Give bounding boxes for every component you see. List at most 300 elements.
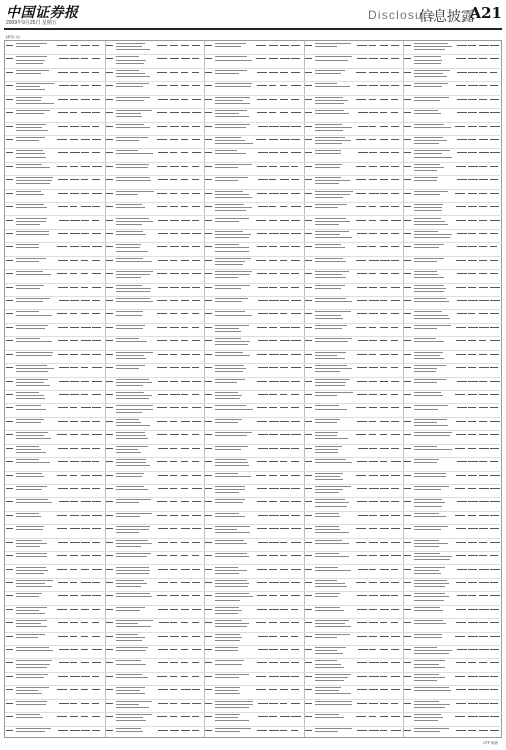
fund-name-text xyxy=(315,653,343,654)
row-index-text xyxy=(205,179,212,180)
fund-name-text xyxy=(116,86,143,87)
table-row xyxy=(105,377,205,391)
amount-text xyxy=(92,475,102,476)
amount-text xyxy=(192,287,201,288)
fund-name-text xyxy=(414,459,439,460)
table-row xyxy=(304,591,404,605)
table-row xyxy=(204,672,304,686)
fund-name-text xyxy=(116,674,142,675)
amount-text xyxy=(280,475,288,476)
fund-name-text xyxy=(215,153,246,154)
amount-text xyxy=(380,126,388,127)
fund-name-text xyxy=(215,137,241,138)
fund-name-text xyxy=(16,583,45,584)
fund-name-text xyxy=(414,674,439,675)
fund-name-text xyxy=(16,690,38,691)
fund-name-text xyxy=(414,556,452,557)
amount-text xyxy=(181,193,190,194)
fund-name-text xyxy=(16,365,47,366)
fund-name-text xyxy=(116,127,151,128)
amount-text xyxy=(468,475,476,476)
table-row xyxy=(105,551,205,565)
amount-text xyxy=(291,313,301,314)
amount-text xyxy=(192,730,199,731)
fund-name-text xyxy=(315,221,350,222)
code-text xyxy=(157,85,167,86)
amount-text xyxy=(490,716,499,717)
fund-name-text xyxy=(414,368,437,369)
amount-text xyxy=(92,287,101,288)
fund-name-text xyxy=(414,573,441,574)
amount-text xyxy=(291,716,301,717)
row-index-text xyxy=(106,340,113,341)
fund-name-text xyxy=(16,127,42,128)
table-row xyxy=(304,95,404,109)
fund-name-text xyxy=(414,701,439,702)
code-text xyxy=(58,595,68,596)
row-index-text xyxy=(205,300,212,301)
row-index-text xyxy=(404,166,411,167)
amount-text xyxy=(391,72,399,73)
table-row xyxy=(304,323,404,337)
amount-text xyxy=(81,716,88,717)
amount-text xyxy=(369,287,377,288)
amount-text xyxy=(380,407,389,408)
fund-name-text xyxy=(16,637,38,638)
code-text xyxy=(357,381,367,382)
code-text xyxy=(157,367,167,368)
fund-name-text xyxy=(116,177,150,178)
row-index-text xyxy=(205,421,212,422)
amount-text xyxy=(479,461,487,462)
fund-name-text xyxy=(116,153,154,154)
code-text xyxy=(457,300,467,301)
code-text xyxy=(157,595,167,596)
row-index-text xyxy=(205,139,212,140)
fund-name-text xyxy=(215,180,237,181)
row-index-text xyxy=(404,394,411,395)
table-row xyxy=(304,658,404,672)
amount-text xyxy=(170,582,178,583)
amount-text xyxy=(181,407,189,408)
fund-name-text xyxy=(116,476,142,477)
fund-name-text xyxy=(215,298,248,299)
fund-name-text xyxy=(16,473,42,474)
amount-text xyxy=(369,609,377,610)
fund-name-text xyxy=(315,194,350,195)
fund-name-text xyxy=(315,183,339,184)
table-row xyxy=(403,484,503,498)
code-text xyxy=(357,85,367,86)
amount-text xyxy=(192,193,201,194)
section-title-cn: 信息披露 xyxy=(419,9,475,25)
amount-text xyxy=(391,528,400,529)
table-row xyxy=(105,202,205,216)
row-index-text xyxy=(6,340,13,341)
amount-text xyxy=(479,421,487,422)
table-row xyxy=(105,403,205,417)
amount-text xyxy=(490,582,498,583)
amount-text xyxy=(391,622,398,623)
row-index-text xyxy=(404,300,411,301)
table-row xyxy=(105,216,205,230)
row-index-text xyxy=(305,448,312,449)
fund-name-text xyxy=(414,127,451,128)
row-index-text xyxy=(404,662,411,663)
fund-name-text xyxy=(414,593,444,594)
amount-text xyxy=(369,327,376,328)
amount-text xyxy=(291,233,301,234)
code-text xyxy=(455,193,465,194)
amount-text xyxy=(380,273,388,274)
amount-text xyxy=(81,595,91,596)
fund-name-text xyxy=(16,392,39,393)
row-index-text xyxy=(6,434,13,435)
table-row xyxy=(403,672,503,686)
amount-text xyxy=(391,367,398,368)
amount-text xyxy=(92,152,100,153)
amount-text xyxy=(92,166,102,167)
fund-name-text xyxy=(315,234,340,235)
table-row xyxy=(5,632,105,646)
amount-text xyxy=(170,662,179,663)
amount-text xyxy=(479,542,487,543)
row-index-text xyxy=(6,313,13,314)
amount-text xyxy=(269,179,276,180)
fund-name-text xyxy=(414,180,436,181)
amount-text xyxy=(170,166,180,167)
fund-name-text xyxy=(414,720,438,721)
table-row xyxy=(304,685,404,699)
fund-name-text xyxy=(116,607,145,608)
amount-text xyxy=(280,421,289,422)
table-row xyxy=(204,216,304,230)
amount-text xyxy=(391,206,399,207)
amount-text xyxy=(181,152,189,153)
amount-text xyxy=(291,501,301,502)
fund-name-text xyxy=(215,46,241,47)
table-row xyxy=(5,712,105,726)
code-text xyxy=(356,475,366,476)
amount-text xyxy=(70,555,78,556)
amount-text xyxy=(291,609,298,610)
fund-name-text xyxy=(315,513,340,514)
amount-text xyxy=(468,85,478,86)
amount-text xyxy=(369,152,377,153)
fund-name-text xyxy=(414,586,445,587)
amount-text xyxy=(369,730,379,731)
row-index-text xyxy=(106,555,113,556)
fund-name-text xyxy=(116,291,150,292)
fund-name-text xyxy=(315,311,351,312)
fund-name-text xyxy=(215,341,249,342)
amount-text xyxy=(391,287,401,288)
fund-name-text xyxy=(215,556,249,557)
code-text xyxy=(158,649,168,650)
table-row xyxy=(105,605,205,619)
table-row xyxy=(5,95,105,109)
amount-text xyxy=(280,488,290,489)
table-row xyxy=(5,229,105,243)
fund-name-text xyxy=(315,341,348,342)
amount-text xyxy=(369,582,377,583)
row-index-text xyxy=(6,542,13,543)
amount-text xyxy=(70,45,78,46)
code-text xyxy=(358,515,368,516)
row-index-text xyxy=(305,112,312,113)
fund-name-text xyxy=(315,674,351,675)
amount-text xyxy=(380,528,389,529)
fund-name-text xyxy=(215,526,250,527)
table-row xyxy=(5,726,105,737)
amount-text xyxy=(380,313,388,314)
table-row xyxy=(403,162,503,176)
table-row xyxy=(204,296,304,310)
row-index-text xyxy=(205,126,212,127)
fund-name-text xyxy=(116,325,146,326)
amount-text xyxy=(280,448,290,449)
amount-text xyxy=(269,152,278,153)
amount-text xyxy=(170,193,178,194)
table-row xyxy=(304,269,404,283)
amount-text xyxy=(380,287,387,288)
table-row xyxy=(304,189,404,203)
fund-name-text xyxy=(414,425,448,426)
amount-text xyxy=(192,609,202,610)
fund-name-text xyxy=(116,486,144,487)
amount-text xyxy=(468,367,475,368)
amount-text xyxy=(369,434,376,435)
table-row xyxy=(403,216,503,230)
fund-name-text xyxy=(315,419,341,420)
code-text xyxy=(57,689,67,690)
amount-text xyxy=(280,99,288,100)
fund-name-text xyxy=(116,140,139,141)
row-index-text xyxy=(6,475,13,476)
amount-text xyxy=(269,273,276,274)
fund-name-text xyxy=(16,194,44,195)
fund-name-text xyxy=(116,113,142,114)
table-row xyxy=(5,430,105,444)
fund-name-text xyxy=(315,167,340,168)
amount-text xyxy=(479,407,487,408)
amount-text xyxy=(490,528,498,529)
row-index-text xyxy=(305,166,312,167)
amount-text xyxy=(369,421,377,422)
amount-text xyxy=(81,179,88,180)
fund-name-text xyxy=(16,701,47,702)
table-row xyxy=(5,417,105,431)
table-row xyxy=(304,283,404,297)
amount-text xyxy=(280,501,289,502)
fund-name-text xyxy=(16,395,44,396)
fund-name-text xyxy=(414,291,444,292)
row-index-text xyxy=(404,206,411,207)
table-row xyxy=(403,135,503,149)
fund-name-text xyxy=(414,137,442,138)
row-index-text xyxy=(106,193,113,194)
fund-name-text xyxy=(116,573,150,574)
amount-text xyxy=(181,475,189,476)
amount-text xyxy=(70,662,77,663)
amount-text xyxy=(170,515,179,516)
amount-text xyxy=(192,139,201,140)
row-index-text xyxy=(305,99,312,100)
amount-text xyxy=(70,421,78,422)
row-index-text xyxy=(205,703,212,704)
fund-name-text xyxy=(414,543,448,544)
row-index-text xyxy=(106,609,113,610)
fund-name-text xyxy=(116,224,143,225)
row-index-text xyxy=(404,126,411,127)
code-text xyxy=(158,287,168,288)
amount-text xyxy=(192,703,201,704)
row-index-text xyxy=(305,381,312,382)
code-text xyxy=(157,434,167,435)
row-index-text xyxy=(106,582,113,583)
amount-text xyxy=(479,662,486,663)
row-index-text xyxy=(404,703,411,704)
code-text xyxy=(357,622,367,623)
fund-name-text xyxy=(16,164,42,165)
amount-text xyxy=(479,166,486,167)
fund-name-text xyxy=(215,650,238,651)
amount-text xyxy=(181,139,188,140)
amount-text xyxy=(490,381,500,382)
row-index-text xyxy=(305,327,312,328)
fund-name-text xyxy=(16,553,47,554)
amount-text xyxy=(479,676,489,677)
amount-text xyxy=(291,354,301,355)
row-index-text xyxy=(205,206,212,207)
code-text xyxy=(157,58,167,59)
fund-name-text xyxy=(414,687,449,688)
amount-text xyxy=(170,206,178,207)
amount-text xyxy=(70,501,78,502)
fund-name-text xyxy=(215,580,247,581)
amount-text xyxy=(479,703,489,704)
code-text xyxy=(357,421,367,422)
row-index-text xyxy=(305,287,312,288)
amount-text xyxy=(490,461,497,462)
fund-name-text xyxy=(414,540,438,541)
amount-text xyxy=(479,45,489,46)
amount-text xyxy=(81,126,90,127)
fund-name-text xyxy=(414,664,439,665)
code-text xyxy=(357,488,367,489)
row-index-text xyxy=(106,58,113,59)
table-row xyxy=(204,444,304,458)
table-row xyxy=(204,551,304,565)
fund-name-text xyxy=(315,56,352,57)
code-text xyxy=(157,461,167,462)
amount-text xyxy=(269,448,277,449)
row-index-text xyxy=(205,72,212,73)
amount-text xyxy=(70,448,78,449)
fund-name-text xyxy=(116,570,150,571)
code-text xyxy=(59,85,69,86)
fund-name-text xyxy=(16,56,47,57)
fund-name-text xyxy=(16,529,43,530)
code-text xyxy=(57,528,67,529)
fund-name-text xyxy=(116,385,144,386)
table-row xyxy=(403,390,503,404)
row-index-text xyxy=(205,501,212,502)
code-text xyxy=(157,515,167,516)
fund-name-text xyxy=(215,647,238,648)
masthead-rule xyxy=(4,28,502,30)
table-row xyxy=(5,202,105,216)
fund-name-text xyxy=(414,358,443,359)
table-row xyxy=(403,403,503,417)
table-row xyxy=(403,430,503,444)
fund-name-text xyxy=(315,207,338,208)
amount-text xyxy=(181,246,189,247)
code-text xyxy=(59,662,69,663)
amount-text xyxy=(369,72,378,73)
fund-name-text xyxy=(414,567,445,568)
fund-name-text xyxy=(414,191,447,192)
amount-text xyxy=(369,139,376,140)
fund-name-text xyxy=(215,687,240,688)
fund-name-text xyxy=(414,667,444,668)
amount-text xyxy=(490,636,499,637)
code-text xyxy=(58,260,68,261)
row-index-text xyxy=(404,327,411,328)
amount-text xyxy=(181,313,188,314)
fund-name-text xyxy=(315,492,339,493)
row-index-text xyxy=(6,569,13,570)
amount-text xyxy=(81,72,89,73)
table-row xyxy=(304,108,404,122)
table-row xyxy=(204,403,304,417)
table-row xyxy=(5,54,105,68)
row-index-text xyxy=(404,609,411,610)
row-index-text xyxy=(6,703,13,704)
row-index-text xyxy=(6,193,13,194)
fund-name-text xyxy=(315,274,342,275)
row-index-text xyxy=(106,273,113,274)
row-index-text xyxy=(106,730,113,731)
table-row xyxy=(304,68,404,82)
row-index-text xyxy=(404,515,411,516)
table-row xyxy=(105,242,205,256)
amount-text xyxy=(291,193,300,194)
amount-text xyxy=(170,475,177,476)
amount-text xyxy=(479,112,488,113)
code-text xyxy=(58,112,68,113)
amount-text xyxy=(81,609,89,610)
row-index-text xyxy=(6,636,13,637)
fund-name-text xyxy=(315,650,337,651)
row-index-text xyxy=(205,475,212,476)
fund-name-text xyxy=(414,422,437,423)
row-index-text xyxy=(106,676,113,677)
table-row xyxy=(403,524,503,538)
row-index-text xyxy=(404,461,411,462)
code-text xyxy=(57,139,67,140)
fund-name-text xyxy=(315,325,347,326)
amount-text xyxy=(192,461,199,462)
fund-name-text xyxy=(116,392,144,393)
amount-text xyxy=(170,434,179,435)
code-text xyxy=(455,126,465,127)
row-index-text xyxy=(305,246,312,247)
row-index-text xyxy=(404,689,411,690)
fund-name-text xyxy=(215,258,251,259)
amount-text xyxy=(369,555,377,556)
amount-text xyxy=(269,246,276,247)
